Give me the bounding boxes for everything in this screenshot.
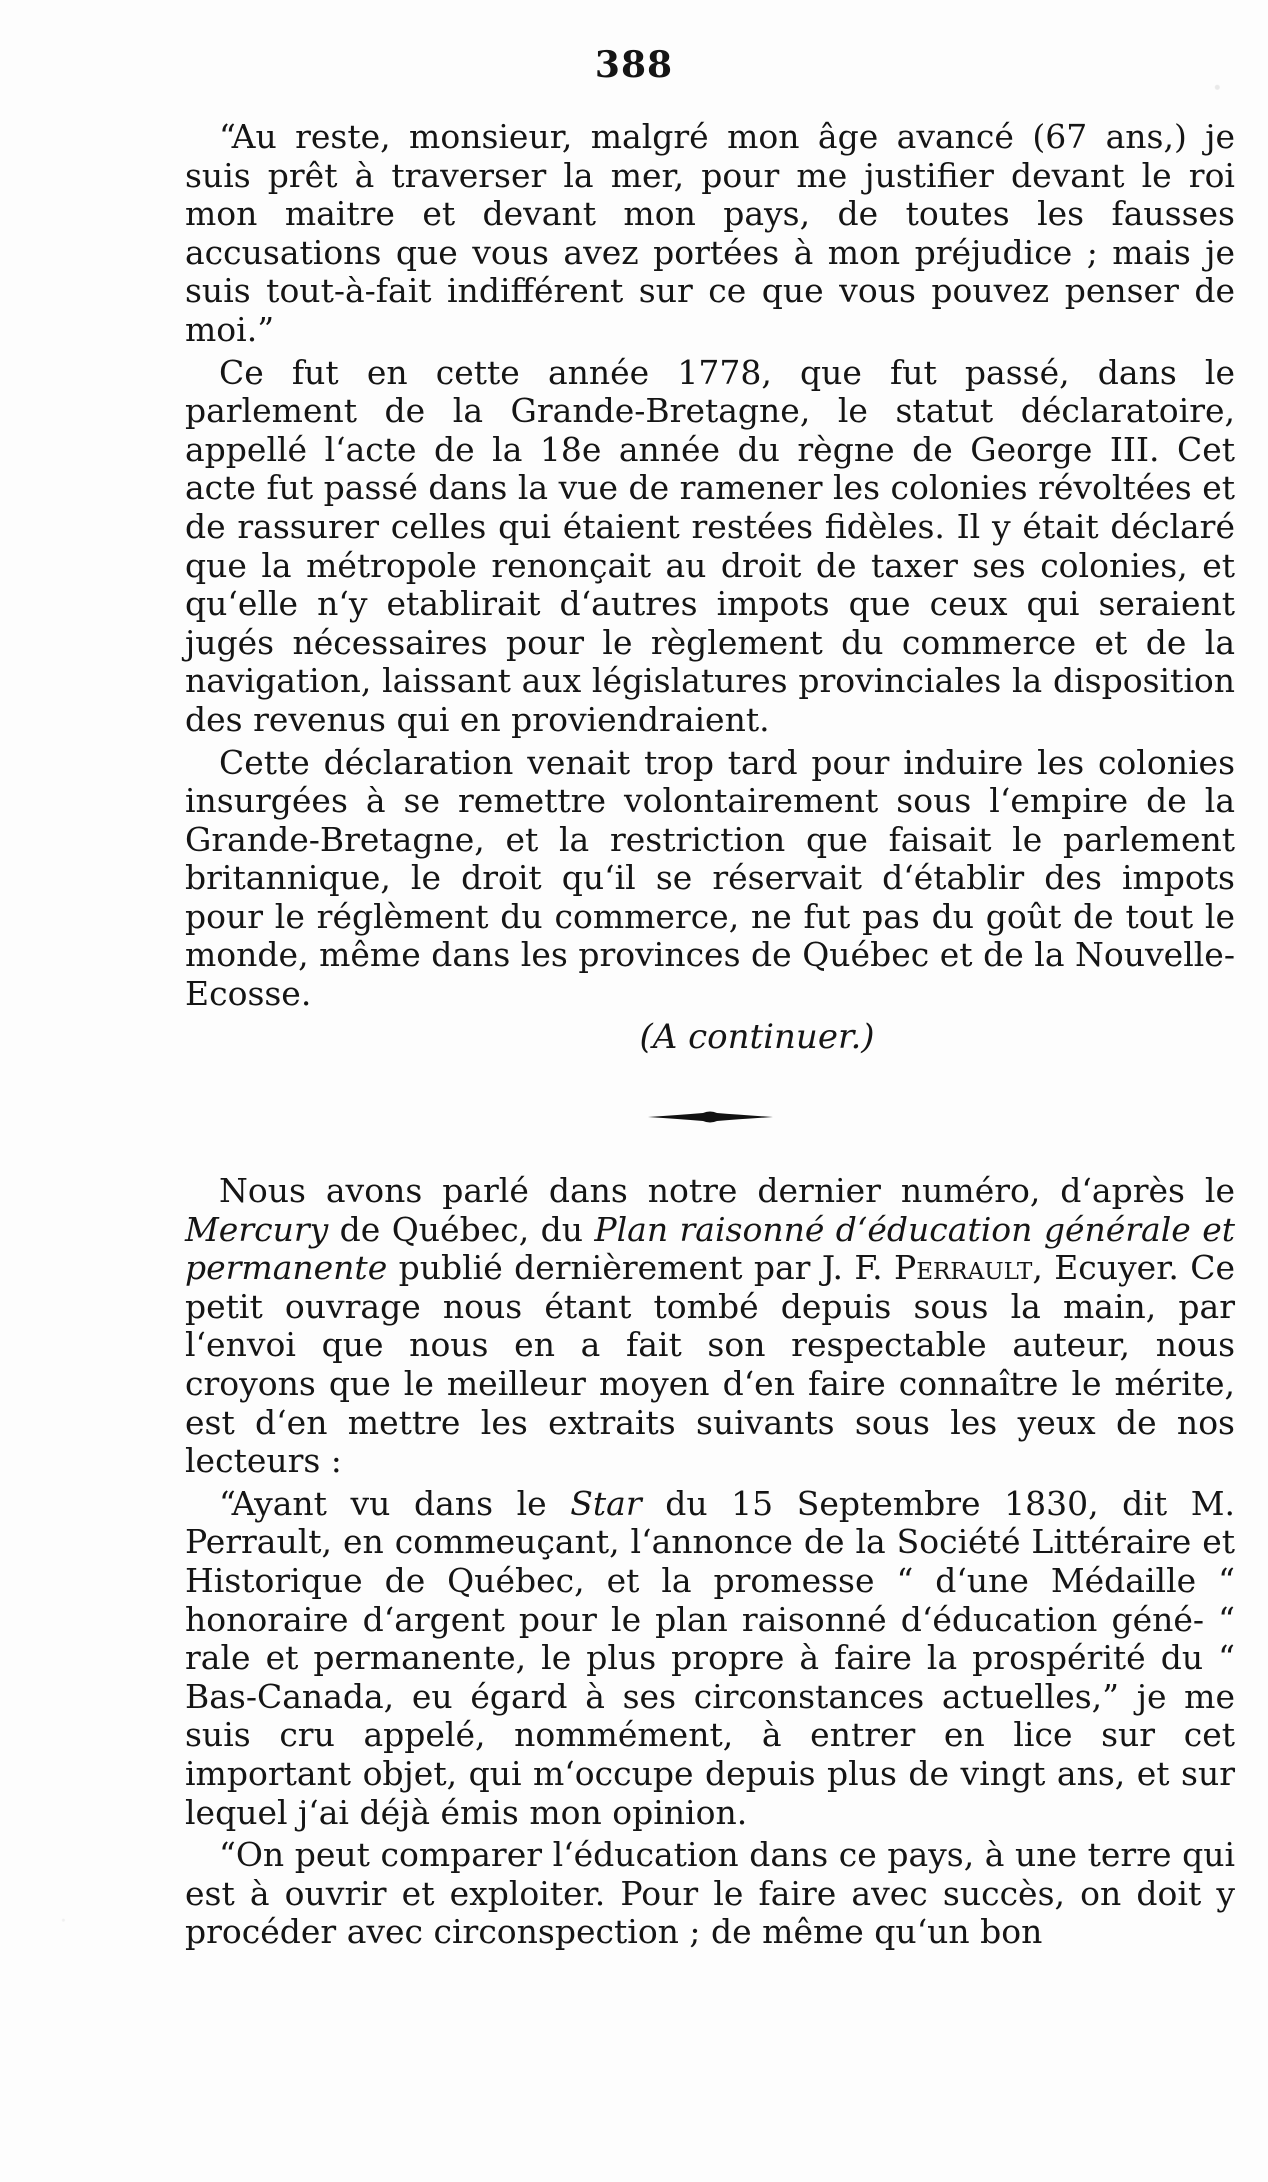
paragraph-intro <box>185 1172 1235 1481</box>
intro-text-2: de Québec, du <box>328 1209 595 1249</box>
paragraph-declaration-too-late: Cette déclaration venait trop tard pour induire les colonies insurgées à se remettre volontairement sous l‘empire de la Grande-Bretagne, et la restriction que faisait le parlement britannique, le droit qu‘il se réservait d‘établir des impots pour le réglèment du commerce, ne fut pas du goût de tout le monde, même dans les provinces de Québec et de la Nouvelle-Ecosse. <box>185 742 1235 1014</box>
intro-author-name: Perrault <box>893 1248 1033 1288</box>
quote1-star-title: Star <box>570 1483 642 1523</box>
page-number: 388 <box>594 44 674 86</box>
section-divider-ornament <box>648 1110 773 1124</box>
intro-text-1: Nous avons parlé dans notre dernier numéro, d‘après le <box>219 1171 1235 1210</box>
quote1-text-2: du 15 Septembre 1830, dit M. Perrault, en commeuçant, l‘annonce de la Société Littéraire et Historique de Québec, et la promesse “ d‘une Médaille “ honoraire d‘argent pour le plan raisonné d‘éducation géné- “ rale et permanente, le plus propre à faire la prospérité du “ Bas-Canada, eu égard à ses circonstances actuelles,” je me suis cru appelé, nommément, à entrer en lice sur cet important objet, qui m‘occupe depuis plus de vingt ans, et sur lequel j‘ai déjà émis mon opinion. <box>185 1483 1235 1832</box>
article-continued-history <box>185 118 1235 1060</box>
intro-text-3: publié dernièrement par J. F. <box>387 1248 894 1288</box>
intro-plan-title: Plan raisonné d‘éducation générale et permanente <box>185 1209 1235 1288</box>
article-education-plan <box>185 1172 1235 1956</box>
quote1-text-1: “Ayant vu dans le <box>219 1483 571 1523</box>
paragraph-letter-quote: “Au reste, monsieur, malgré mon âge avancé (67 ans,) je suis prêt à traverser la mer, pour me justifier devant le roi mon maitre et devant mon pays, de toutes les fausses accusations que vous avez portées à mon préjudice ; mais je suis tout-à-fait indifférent sur ce que vous pouvez penser de moi.” <box>185 117 1235 349</box>
intro-text-4: , Ecuyer. Ce petit ouvrage nous étant tombé depuis sous la main, par l‘envoi que nous en a fait son respectable auteur, nous croyons que le meilleur moyen d‘en faire connaître le mérite, est d‘en mettre les extraits suivants sous les yeux de nos lecteurs : <box>185 1248 1236 1481</box>
paragraph-quote-education: “On peut comparer l‘éducation dans ce pays, à une terre qui est à ouvrir et exploiter. Pour le faire avec succès, on doit y procéder avec circonspection ; de même qu‘un bon <box>185 1835 1235 1952</box>
paragraph-quote-star <box>185 1485 1235 1832</box>
paragraph-declaratory-act: Ce fut en cette année 1778, que fut passé, dans le parlement de la Grande-Bretagne, le statut déclaratoire, appellé l‘acte de la 18e année du règne de George III. Cet acte fut passé dans la vue de ramener les colonies révoltées et de rassurer celles qui étaient restées fidèles. Il y était déclaré que la métropole renonçait au droit de taxer ses colonies, et qu‘elle n‘y etablirait d‘autres impots que ceux qui seraient jugés nécessaires pour le règlement du commerce et de la navigation, laissant aux législatures provinciales la disposition des revenus qui en proviendraient. <box>185 352 1235 739</box>
intro-mercury-title: Mercury <box>185 1209 329 1249</box>
to-be-continued-note: (A continuer.) <box>639 1016 875 1057</box>
